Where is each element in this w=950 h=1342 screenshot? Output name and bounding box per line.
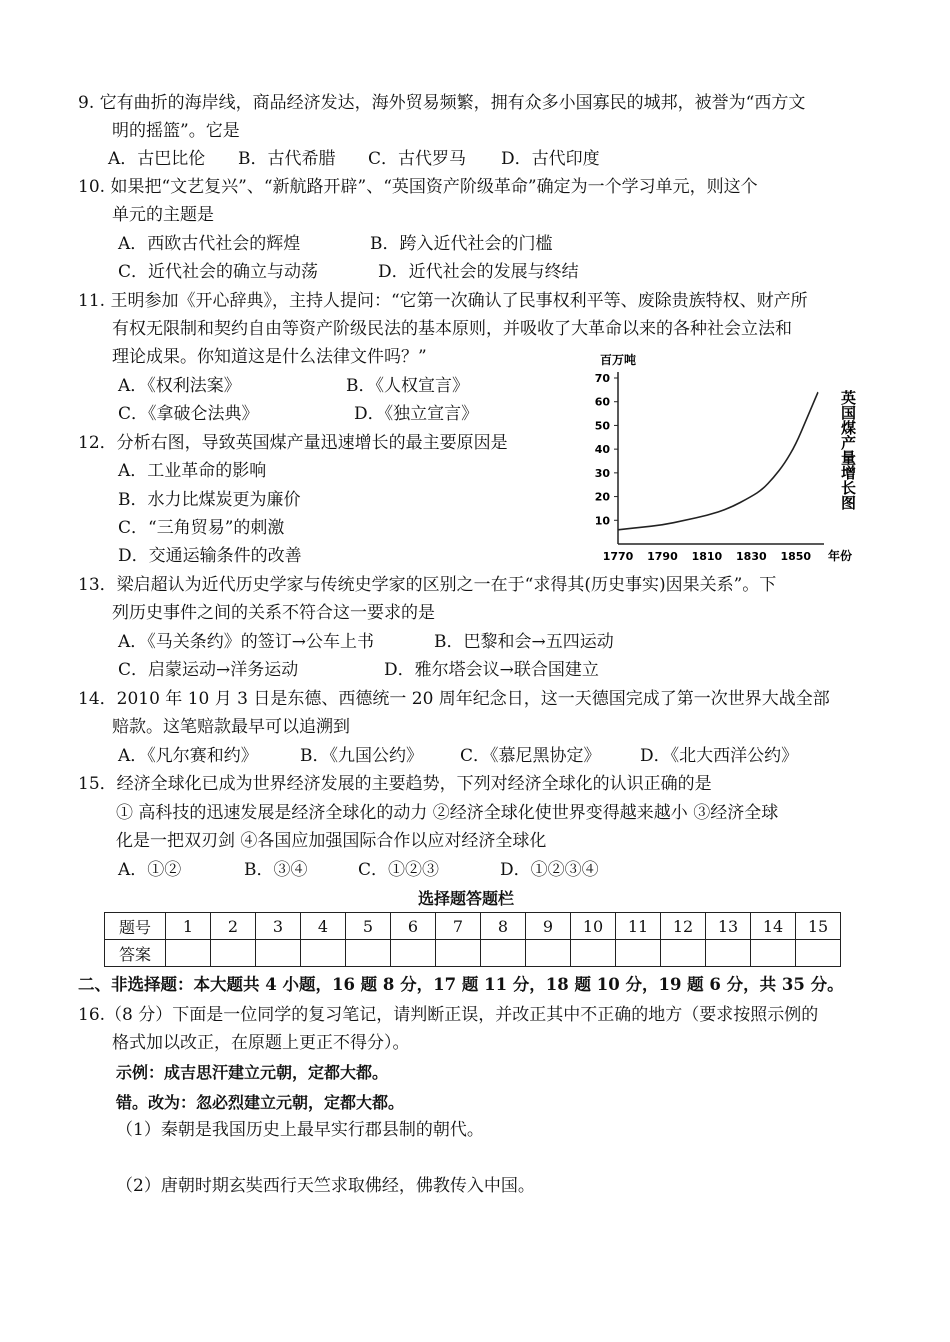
chart-title: 英国煤产量增长图 xyxy=(839,390,857,510)
answer-table-number-row xyxy=(105,913,841,940)
q12-stem: 12．分析右图，导致英国煤产量迅速增长的最主要原因是 xyxy=(78,433,508,453)
answer-number-cell: 7 xyxy=(436,913,481,940)
answer-number-cell: 5 xyxy=(346,913,391,940)
q11-option-d: D．《独立宣言》 xyxy=(354,404,479,424)
q13-option-c: C．启蒙运动→洋务运动 xyxy=(118,660,299,680)
answer-input-cell[interactable] xyxy=(571,940,616,967)
answer-number-cell: 13 xyxy=(706,913,751,940)
q11-option-b: B．《人权宣言》 xyxy=(346,376,469,396)
answer-number-cell: 10 xyxy=(571,913,616,940)
q14-stem-line2: 赔款。这笔赔款最早可以追溯到 xyxy=(112,717,350,737)
q10-stem-line1: 10. 如果把“文艺复兴”、“新航路开辟”、“英国资产阶级革命”确定为一个学习单元，则这个 xyxy=(78,177,758,197)
answer-input-cell[interactable] xyxy=(346,940,391,967)
q13-options-row1 xyxy=(118,629,614,655)
q13-options-row2 xyxy=(118,657,599,683)
q14-option-c: C．《慕尼黑协定》 xyxy=(460,746,601,766)
q12-option-b: B．水力比煤炭更为廉价 xyxy=(118,490,301,510)
answer-table xyxy=(104,912,841,967)
q16-item1: （1）秦朝是我国历史上最早实行郡县制的朝代。 xyxy=(116,1120,484,1140)
q9-options xyxy=(108,146,600,172)
section2-heading: 二、非选择题：本大题共 4 小题，16 题 8 分，17 题 11 分，18 题 10 分，19 题 6 分，共 35 分。 xyxy=(78,975,844,994)
q13-stem-line1: 13．梁启超认为近代历史学家与传统史学家的区别之一在于“求得其(历史事实)因果关系”。下 xyxy=(78,575,777,595)
answer-input-cell[interactable] xyxy=(256,940,301,967)
q15-stem-line3: 化是一把双刃剑 ④各国应加强国际合作以应对经济全球化 xyxy=(116,831,547,851)
q9-option-c: C．古代罗马 xyxy=(368,149,467,169)
chart-x-tick-label: 1790 xyxy=(647,550,678,563)
q11-option-a: A．《权利法案》 xyxy=(118,376,241,396)
chart-x-tick-label: 1810 xyxy=(691,550,723,563)
q9-stem-line1: 9. 它有曲折的海岸线，商品经济发达，海外贸易频繁，拥有众多小国寡民的城邦，被誉为“西方文 xyxy=(78,93,806,113)
answer-number-cell: 9 xyxy=(526,913,571,940)
q13-option-a: A．《马关条约》的签订→公车上书 xyxy=(118,632,375,652)
answer-number-cell: 2 xyxy=(211,913,256,940)
q15-option-a: A．①② xyxy=(118,860,182,880)
q11-stem-line1: 11. 王明参加《开心辞典》，主持人提问：“它第一次确认了民事权利平等、废除贵族特权、财产所 xyxy=(78,291,808,311)
chart-ylabel: 百万吨 xyxy=(600,353,637,367)
chart-x-tick-label: 1830 xyxy=(736,550,767,563)
q14-options xyxy=(118,743,798,769)
answer-input-cell[interactable] xyxy=(391,940,436,967)
q12-option-d: D．交通运输条件的改善 xyxy=(118,546,302,566)
chart-y-tick-label: 20 xyxy=(594,490,610,504)
answer-input-cell[interactable] xyxy=(661,940,706,967)
q16-stem-line2: 格式加以改正，在原题上更正不得分）。 xyxy=(112,1033,410,1053)
q9-option-b: B．古代希腊 xyxy=(238,149,336,169)
q10-option-c: C．近代社会的确立与动荡 xyxy=(118,262,319,282)
answer-number-cell: 6 xyxy=(391,913,436,940)
chart-y-ticks xyxy=(595,372,618,527)
chart-y-tick-label: 30 xyxy=(594,466,610,480)
q11-stem-line3: 理论成果。你知道这是什么法律文件吗？” xyxy=(112,347,427,367)
chart-xlabel: 年份 xyxy=(828,549,853,563)
q15-option-c: C．①②③ xyxy=(358,860,440,880)
answer-number-cell: 14 xyxy=(751,913,796,940)
q9-option-a: A．古巴比伦 xyxy=(108,149,206,169)
chart-y-tick-label: 60 xyxy=(594,395,610,409)
answer-input-cell[interactable] xyxy=(706,940,751,967)
q12-option-c: C．“三角贸易”的刺激 xyxy=(118,518,285,538)
q14-option-b: B．《九国公约》 xyxy=(300,746,423,766)
q9-stem-line2: 明的摇篮”。它是 xyxy=(112,121,240,141)
chart-series-line xyxy=(618,392,818,530)
answer-input-cell[interactable] xyxy=(166,940,211,967)
answer-input-cell[interactable] xyxy=(616,940,661,967)
answer-input-cell[interactable] xyxy=(751,940,796,967)
q10-option-d: D．近代社会的发展与终结 xyxy=(378,262,579,282)
answer-input-cell[interactable] xyxy=(436,940,481,967)
answer-number-cell: 12 xyxy=(661,913,706,940)
q16-example-line2: 错。改为：忽必烈建立元朝，定都大都。 xyxy=(116,1093,405,1112)
chart-y-tick-label: 50 xyxy=(594,419,610,433)
q11-options-row1 xyxy=(118,373,469,399)
q14-stem-line1: 14．2010 年 10 月 3 日是东德、西德统一 20 周年纪念日，这一天德国完成了第一次世界大战全部 xyxy=(78,689,830,709)
q15-options xyxy=(118,857,599,883)
chart-y-tick-label: 10 xyxy=(594,514,610,528)
answer-table-answer-label: 答案 xyxy=(105,940,166,967)
q11-options-row2 xyxy=(118,401,478,427)
q10-option-b: B．跨入近代社会的门槛 xyxy=(370,234,553,254)
coal-output-chart xyxy=(578,350,868,572)
q10-option-a: A．西欧古代社会的辉煌 xyxy=(118,234,301,254)
q14-option-a: A．《凡尔赛和约》 xyxy=(118,746,258,766)
q10-options-row2 xyxy=(118,259,579,285)
answer-number-cell: 3 xyxy=(256,913,301,940)
q11-option-c: C．《拿破仑法典》 xyxy=(118,404,259,424)
answer-number-cell: 4 xyxy=(301,913,346,940)
chart-x-ticks xyxy=(603,550,812,563)
answer-table-answer-row xyxy=(105,940,841,967)
answer-table-number-label: 题号 xyxy=(105,913,166,940)
q15-stem-line1: 15．经济全球化已成为世界经济发展的主要趋势，下列对经济全球化的认识正确的是 xyxy=(78,774,712,794)
q16-item2: （2）唐朝时期玄奘西行天竺求取佛经，佛教传入中国。 xyxy=(116,1176,535,1196)
answer-number-cell: 1 xyxy=(166,913,211,940)
q15-option-b: B．③④ xyxy=(244,860,308,880)
answer-number-cell: 15 xyxy=(796,913,841,940)
answer-number-cell: 11 xyxy=(616,913,661,940)
answer-input-cell[interactable] xyxy=(211,940,256,967)
q16-example-line1: 示例：成吉思汗建立元朝，定都大都。 xyxy=(116,1063,389,1082)
answer-table-title: 选择题答题栏 xyxy=(418,889,515,908)
chart-y-tick-label: 40 xyxy=(594,443,610,457)
q10-stem-line2: 单元的主题是 xyxy=(112,205,214,225)
q9-option-d: D．古代印度 xyxy=(501,149,600,169)
q13-option-b: B．巴黎和会→五四运动 xyxy=(434,632,614,652)
chart-y-tick-label: 70 xyxy=(594,372,610,385)
chart-x-tick-label: 1850 xyxy=(780,550,812,563)
q15-option-d: D．①②③④ xyxy=(500,860,599,880)
q14-option-d: D．《北大西洋公约》 xyxy=(640,746,799,766)
answer-input-cell[interactable] xyxy=(526,940,571,967)
q12-option-a: A．工业革命的影响 xyxy=(118,461,267,481)
chart-x-tick-label: 1770 xyxy=(602,550,634,563)
answer-input-cell[interactable] xyxy=(481,940,526,967)
answer-input-cell[interactable] xyxy=(796,940,841,967)
q10-options-row1 xyxy=(118,231,553,257)
answer-input-cell[interactable] xyxy=(301,940,346,967)
q13-stem-line2: 列历史事件之间的关系不符合这一要求的是 xyxy=(112,603,435,623)
q15-stem-line2: ① 高科技的迅速发展是经济全球化的动力 ②经济全球化使世界变得越来越小 ③经济全球 xyxy=(116,803,779,823)
q11-stem-line2: 有权无限制和契约自由等资产阶级民法的基本原则，并吸收了大革命以来的各种社会立法和 xyxy=(112,319,792,339)
q13-option-d: D．雅尔塔会议→联合国建立 xyxy=(384,660,599,680)
answer-number-cell: 8 xyxy=(481,913,526,940)
q16-stem-line1: 16.（8 分）下面是一位同学的复习笔记，请判断正误，并改正其中不正确的地方（要求按照示例的 xyxy=(78,1005,819,1025)
